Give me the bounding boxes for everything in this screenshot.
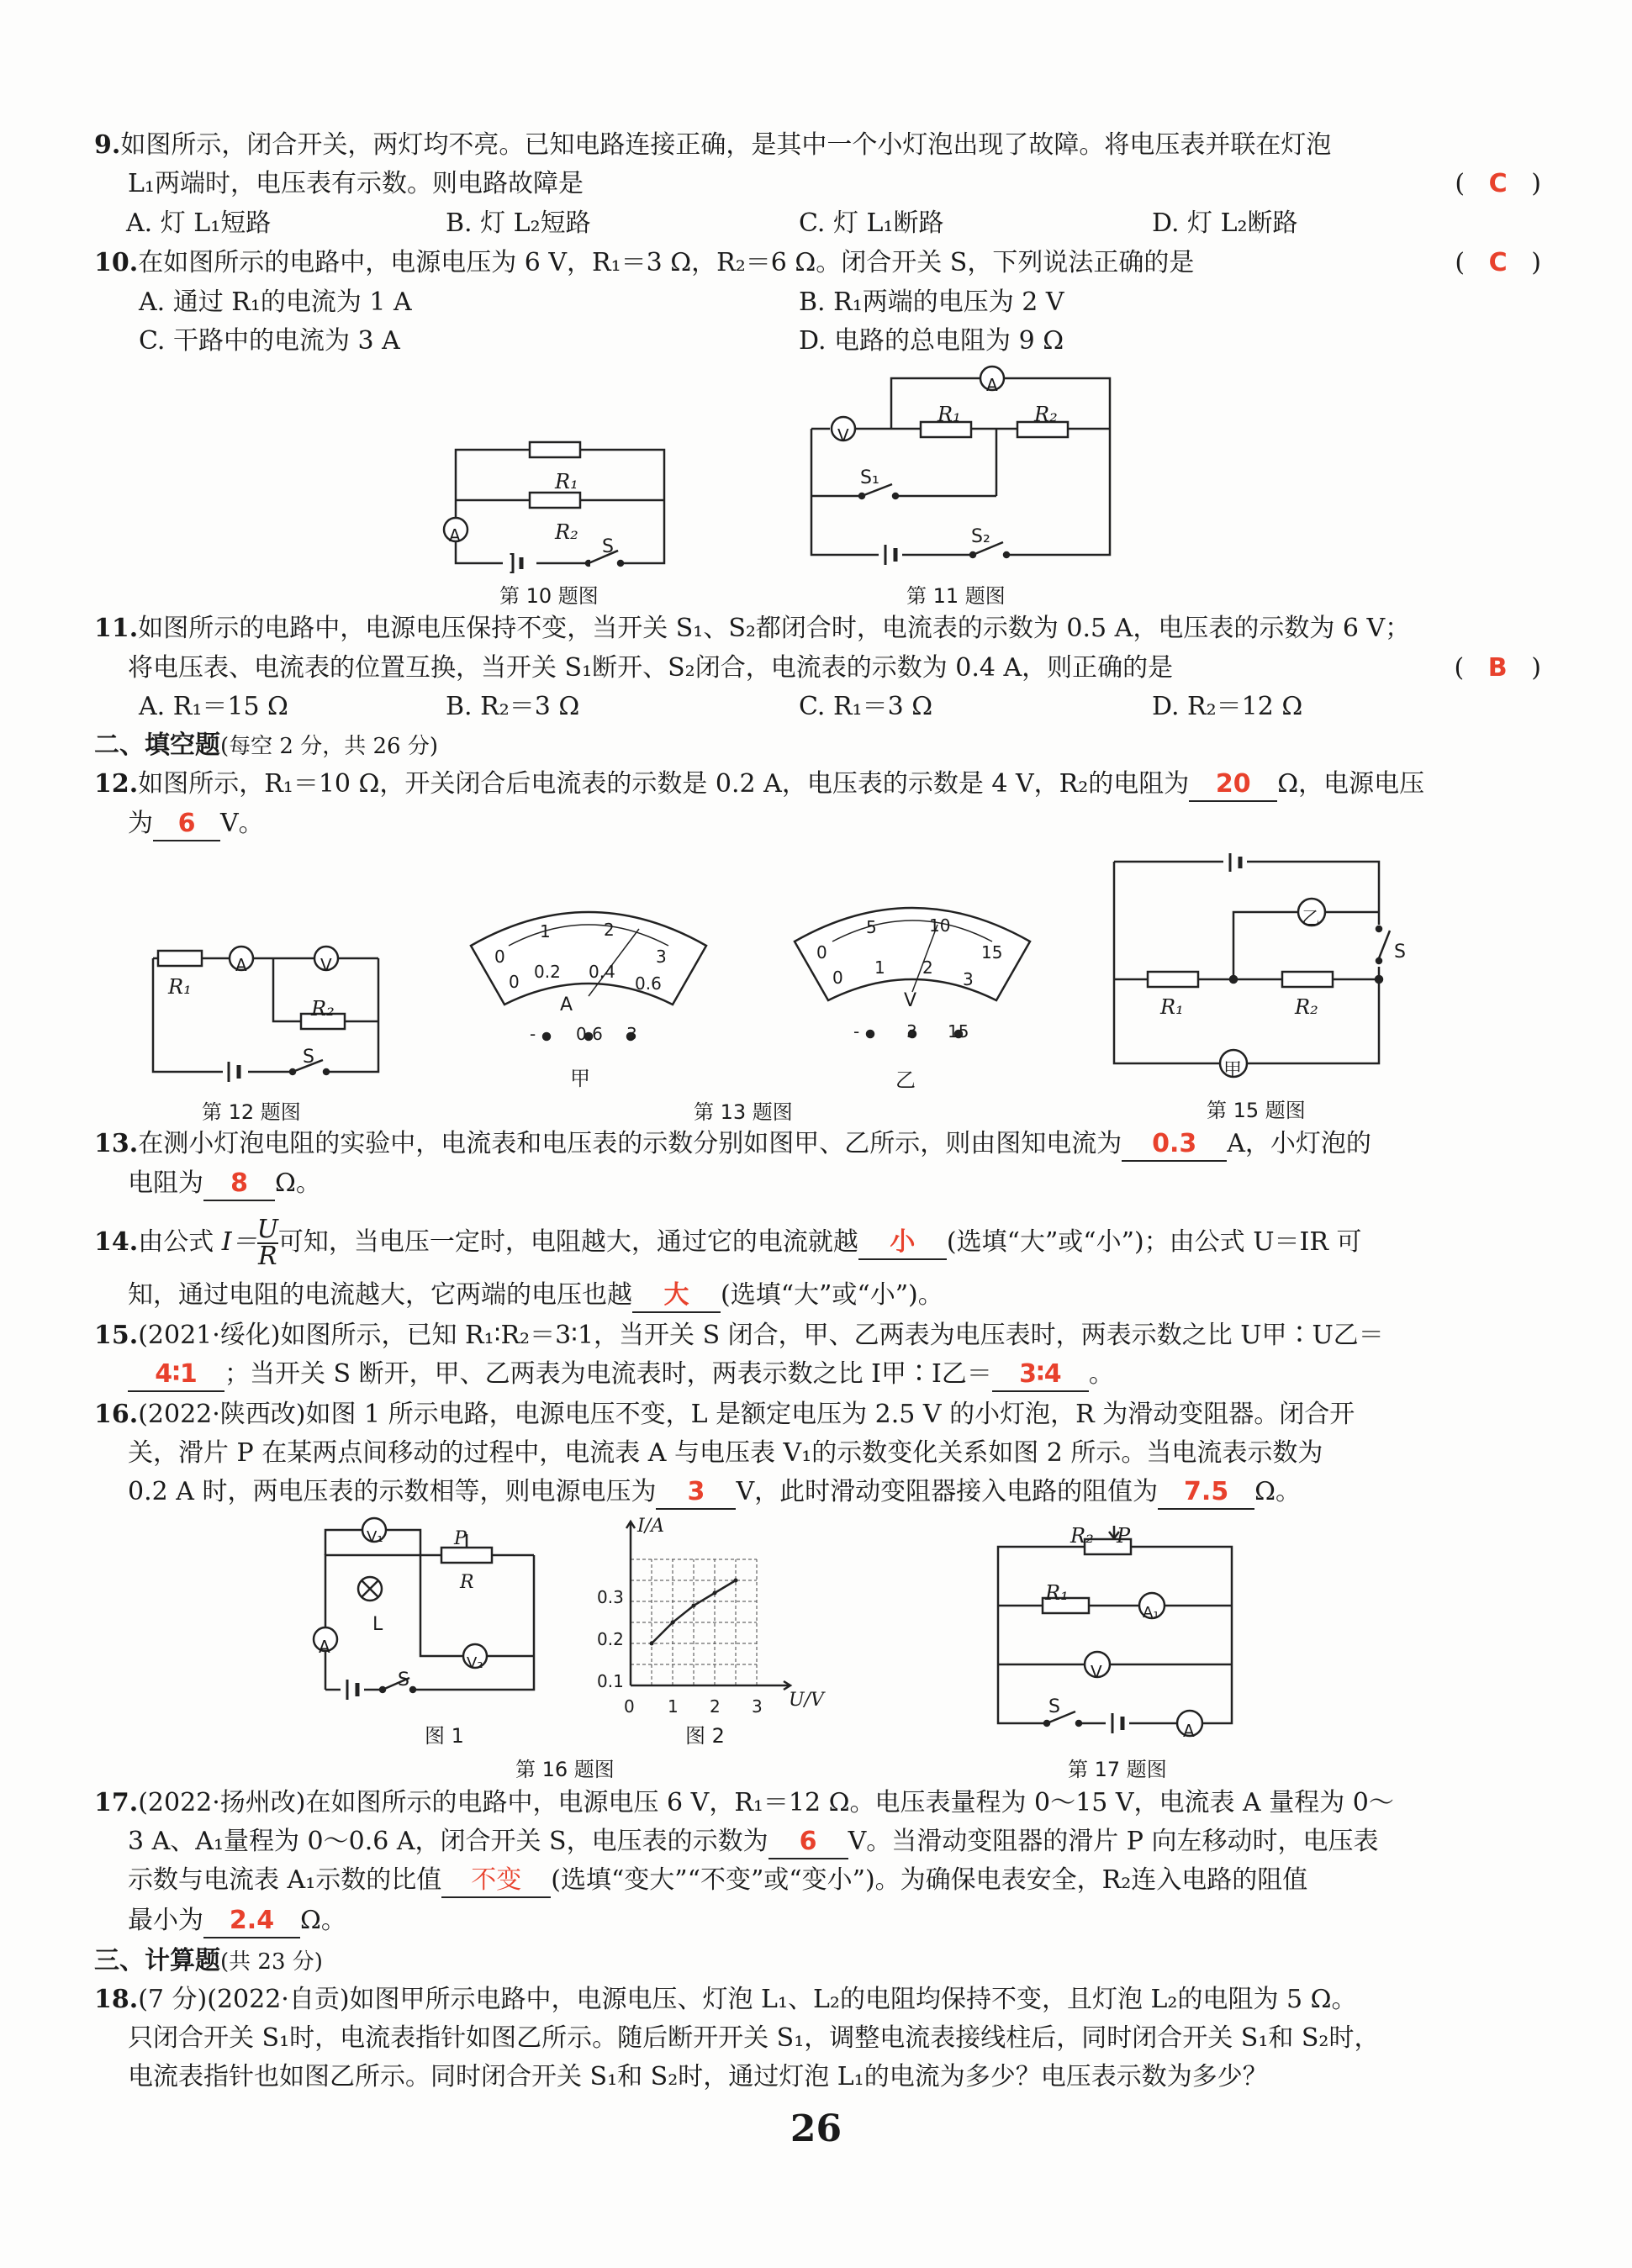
q12-line2: 为 6 V。 [128,804,1541,843]
q16-line3: 0.2 A 时，两电压表的示数相等，则电源电压为 3 V，此时滑动变阻器接入电路的阻值为 7.5 Ω。 [128,1473,1541,1511]
q10-option-b: B. R₁两端的电压为 2 V [799,287,1064,317]
fig17-ammeter: A [1183,1721,1195,1741]
q15-answer-1: 4∶1 [155,1359,198,1389]
ammeter-zero-upper: 0 [494,947,505,967]
fig15-r2-label: R₂ [1295,995,1318,1019]
fig16-p-label: P [454,1528,467,1549]
fig11-caption: 第 11 题图 [906,584,1006,608]
q13-line2: 电阻为 8 Ω。 [128,1164,1541,1203]
voltmeter-terminal-15: 15 [948,1021,969,1042]
ammeter-tick-1: 1 [540,921,551,941]
voltmeter-terminal-neg: - [853,1021,860,1042]
q14-formula-fraction: $\frac{U}{R}$ [256,1215,278,1271]
q9-line2: L₁两端时，电压表有示数。则电路故障是 [128,169,584,198]
iu-y-tick-0.2: 0.2 [597,1629,624,1649]
fig16-lamp-label: L [372,1614,383,1635]
q10-option-a: A. 通过 R₁的电流为 1 A [139,287,412,317]
ammeter-terminal-neg: - [530,1024,536,1044]
q12-answer-2: 6 [177,809,196,838]
fig11-ammeter: A [986,375,998,395]
q10-line1: 10.在如图所示的电路中，电源电压为 6 V，R₁＝3 Ω，R₂＝6 Ω。闭合开关 S，下列说法正确的是 [94,248,1195,277]
fig10-ammeter: A [449,525,461,546]
q9-option-a: A. 灯 L₁短路 [126,208,272,238]
fig15-caption: 第 15 题图 [1207,1099,1306,1122]
fig15-meter-jia: 甲 [1223,1060,1243,1081]
q10-option-c: C. 干路中的电流为 3 A [139,326,400,356]
fig16-caption: 第 16 题图 [515,1758,615,1781]
q11-line1: 11.如图所示的电路中，电源电压保持不变，当开关 S₁、S₂都闭合时，电流表的示数为 0.5 A，电压表的示数为 6 V； [94,614,1411,643]
fig17-caption: 第 17 题图 [1068,1758,1167,1781]
ammeter-tick-lower-1: 0.2 [534,962,561,982]
fig16-circuit [307,1513,551,1718]
voltmeter-zero-upper: 0 [816,942,827,963]
iu-y-tick-0.3: 0.3 [597,1587,624,1607]
voltmeter-terminal-3: 3 [906,1021,917,1042]
q9-answer-paren: ( C ) [1455,169,1541,198]
q11-answer-paren: ( B ) [1454,653,1541,683]
fig12-caption: 第 12 题图 [202,1100,301,1124]
q14-line1: 14.由公式 I＝ $\frac{U}{R}$ 可知，当电压一定时，电阻越大，通过它的电流就越 小 (选填“大”或“小”)；由公式 U＝IR 可 [94,1215,1362,1271]
fig16-fig2-caption: 图 2 [685,1724,725,1748]
fig11-r2-label: R₂ [1034,403,1058,426]
q11-option-d: D. R₂＝12 Ω [1152,692,1303,721]
q11-option-c: C. R₁＝3 Ω [799,692,933,721]
fig15-r1-label: R₁ [1160,995,1184,1019]
q17-answer-3: 2.4 [229,1906,275,1935]
voltmeter-tick-lower-1: 1 [874,957,885,978]
q9-option-d: D. 灯 L₂断路 [1152,208,1298,238]
fig17-switch-label: S [1048,1696,1060,1717]
q15-line2: 4∶1 ；当开关 S 断开，甲、乙两表为电流表时，两表示数之比 I甲∶I乙＝ 3∶4 。 [128,1355,1541,1394]
fig16-v1: V₁ [367,1528,383,1546]
q10-answer: C [1488,248,1508,277]
q15-answer-2: 3∶4 [1019,1359,1062,1389]
fig16-r-label: R [460,1572,474,1593]
q16-line1: 16.(2022·陕西改)如图 1 所示电路，电源电压不变，L 是额定电压为 2.5 V 的小灯泡，R 为滑动变阻器。闭合开 [94,1400,1355,1429]
voltmeter-tick-lower-2: 2 [922,957,933,978]
fig17-r1-label: R₁ [1045,1581,1069,1605]
fig16-fig1-caption: 图 1 [425,1724,464,1748]
fig16-switch-label: S [398,1669,409,1690]
q12-line1: 12.如图所示，R₁＝10 Ω，开关闭合后电流表的示数是 0.2 A，电压表的示数是 4 V，R₂的电阻为 20 Ω，电源电压 [94,765,1541,804]
voltmeter-unit: V [904,990,917,1011]
q17-line3: 示数与电流表 A₁示数的比值 不变 (选填“变大”“不变”或“变小”)。为确保电表安全，R₂连入电路的阻值 [128,1861,1541,1900]
iu-y-axis-label: I/A [637,1516,664,1537]
page-number: 26 [790,2107,842,2150]
fig12-switch-label: S [303,1047,314,1068]
q9-answer: C [1488,169,1508,198]
fig16-iu-chart [580,1509,832,1722]
iu-x-tick-1: 1 [668,1696,679,1717]
q18-line3: 电流表指针也如图乙所示。同时闭合开关 S₁和 S₂时，通过灯泡 L₁的电流为多少？电压表示数为多少？ [128,2062,1268,2091]
q17-line2: 3 A、A₁量程为 0～0.6 A，闭合开关 S，电压表的示数为 6 V。当滑动变阻器的滑片 P 向左移动时，电压表 [128,1822,1541,1861]
fig10-switch-label: S [602,536,614,557]
fig13-label-yi: 乙 [895,1068,916,1092]
iu-x-tick-2: 2 [710,1696,721,1717]
fig12-r1-label: R₁ [168,975,192,999]
q16-answer-2: 7.5 [1184,1477,1229,1506]
fig17-r2-label: R₂ [1070,1524,1094,1548]
voltmeter-tick-lower-0: 0 [832,968,843,988]
fig11-s2-label: S₂ [971,526,990,547]
fig12-circuit [135,937,387,1092]
fig15-meter-yi: 乙 [1302,909,1321,930]
fig13-voltmeter-dial [786,891,1038,1054]
q18-line2: 只闭合开关 S₁时，电流表指针如图乙所示。随后断开开关 S₁，调整电流表接线柱后，同时闭合开关 S₁和 S₂时， [128,2023,1380,2053]
q16-line2: 关，滑片 P 在某两点间移动的过程中，电流表 A 与电压表 V₁的示数变化关系如图 2 所示。当电流表示数为 [128,1438,1323,1468]
iu-y-tick-0.1: 0.1 [597,1671,624,1691]
fig10-caption: 第 10 题图 [499,584,599,608]
fig12-ammeter: A [235,955,247,975]
q13-answer-1: 0.3 [1152,1129,1197,1158]
q17-line1: 17.(2022·扬州改)在如图所示的电路中，电源电压 6 V，R₁＝12 Ω。电压表量程为 0～15 V，电流表 A 量程为 0～ [94,1788,1394,1817]
fig13-label-jia: 甲 [570,1067,590,1090]
ammeter-tick-lower-2: 0.4 [589,962,615,982]
q16-answer-1: 3 [687,1477,705,1506]
fig10-circuit [437,429,673,583]
section3-heading: 三、计算题(共 23 分) [94,1946,323,1975]
q9-option-c: C. 灯 L₁断路 [799,208,944,238]
voltmeter-tick-10: 10 [929,915,951,936]
ammeter-tick-2: 2 [604,920,615,940]
q10-option-d: D. 电路的总电阻为 9 Ω [799,326,1064,356]
q18-line1: 18.(7 分)(2022·自贡)如图甲所示电路中，电源电压、灯泡 L₁、L₂的电阻均保持不变，且灯泡 L₂的电阻为 5 Ω。 [94,1985,1357,2014]
voltmeter-end-upper: 15 [981,942,1003,963]
q17-answer-1: 6 [799,1827,817,1856]
section2-heading: 二、填空题(每空 2 分，共 26 分) [94,731,438,760]
fig17-voltmeter: V [1091,1662,1102,1682]
fig17-a1: A₁ [1143,1604,1159,1622]
fig17-circuit [988,1522,1240,1743]
ammeter-terminal-0.6: 0.6 [576,1024,603,1044]
ammeter-terminal-3: 3 [626,1024,637,1044]
voltmeter-tick-5: 5 [866,917,877,937]
q9-option-b: B. 灯 L₂短路 [446,208,591,238]
fig15-switch-label: S [1394,941,1406,963]
fig13-ammeter-dial [462,895,715,1058]
voltmeter-tick-lower-3: 3 [963,969,974,989]
ammeter-tick-lower-3: 0.6 [635,973,662,994]
ammeter-unit: A [560,994,573,1015]
fig10-r2-label: R₂ [555,520,578,544]
q11-answer: B [1487,653,1508,683]
q10-answer-paren: ( C ) [1455,248,1541,277]
fig11-circuit [795,361,1114,575]
q14-answer-1: 小 [890,1227,916,1257]
ammeter-tick-lower-0: 0 [509,972,520,992]
iu-x-tick-0: 0 [624,1696,635,1717]
fig13-caption: 第 13 题图 [694,1100,793,1124]
q13-line1: 13.在测小灯泡电阻的实验中，电流表和电压表的示数分别如图甲、乙所示，则由图知电流为 0.3 A，小灯泡的 [94,1125,1541,1163]
q17-line4: 最小为 2.4 Ω。 [128,1901,1541,1940]
q11-line2: 将电压表、电流表的位置互换，当开关 S₁断开、S₂闭合，电流表的示数为 0.4 A，则正确的是 [128,653,1174,683]
fig11-r1-label: R₁ [937,403,961,426]
fig10-r1-label: R₁ [555,470,578,493]
q14-answer-2: 大 [663,1280,689,1310]
fig12-r2-label: R₂ [311,997,335,1021]
q17-answer-2: 不变 [471,1865,522,1895]
iu-x-axis-label: U/V [789,1690,824,1711]
q9-line1: 9.如图所示，闭合开关，两灯均不亮。已知电路连接正确，是其中一个小灯泡出现了故障。将电压表并联在灯泡 [94,130,1332,160]
q11-option-b: B. R₂＝3 Ω [446,692,580,721]
fig16-ammeter: A [319,1637,330,1657]
fig16-v2: V₂ [467,1654,483,1672]
iu-x-tick-3: 3 [752,1696,763,1717]
q11-option-a: A. R₁＝15 Ω [139,692,288,721]
q15-line1: 15.(2021·绥化)如图所示，已知 R₁∶R₂＝3∶1，当开关 S 闭合，甲、乙两表为电压表时，两表示数之比 U甲∶U乙＝ [94,1321,1384,1350]
q14-line2: 知，通过电阻的电流越大，它两端的电压也越 大 (选填“大”或“小”)。 [128,1276,1541,1315]
q13-answer-2: 8 [230,1168,248,1198]
fig17-p-label: P [1117,1524,1131,1548]
fig11-voltmeter: V [837,425,849,446]
q12-answer-1: 20 [1215,769,1251,799]
fig11-s1-label: S₁ [860,467,879,488]
fig15-circuit [1106,853,1406,1092]
ammeter-end-upper: 3 [656,947,667,967]
fig12-voltmeter: V [320,955,332,975]
